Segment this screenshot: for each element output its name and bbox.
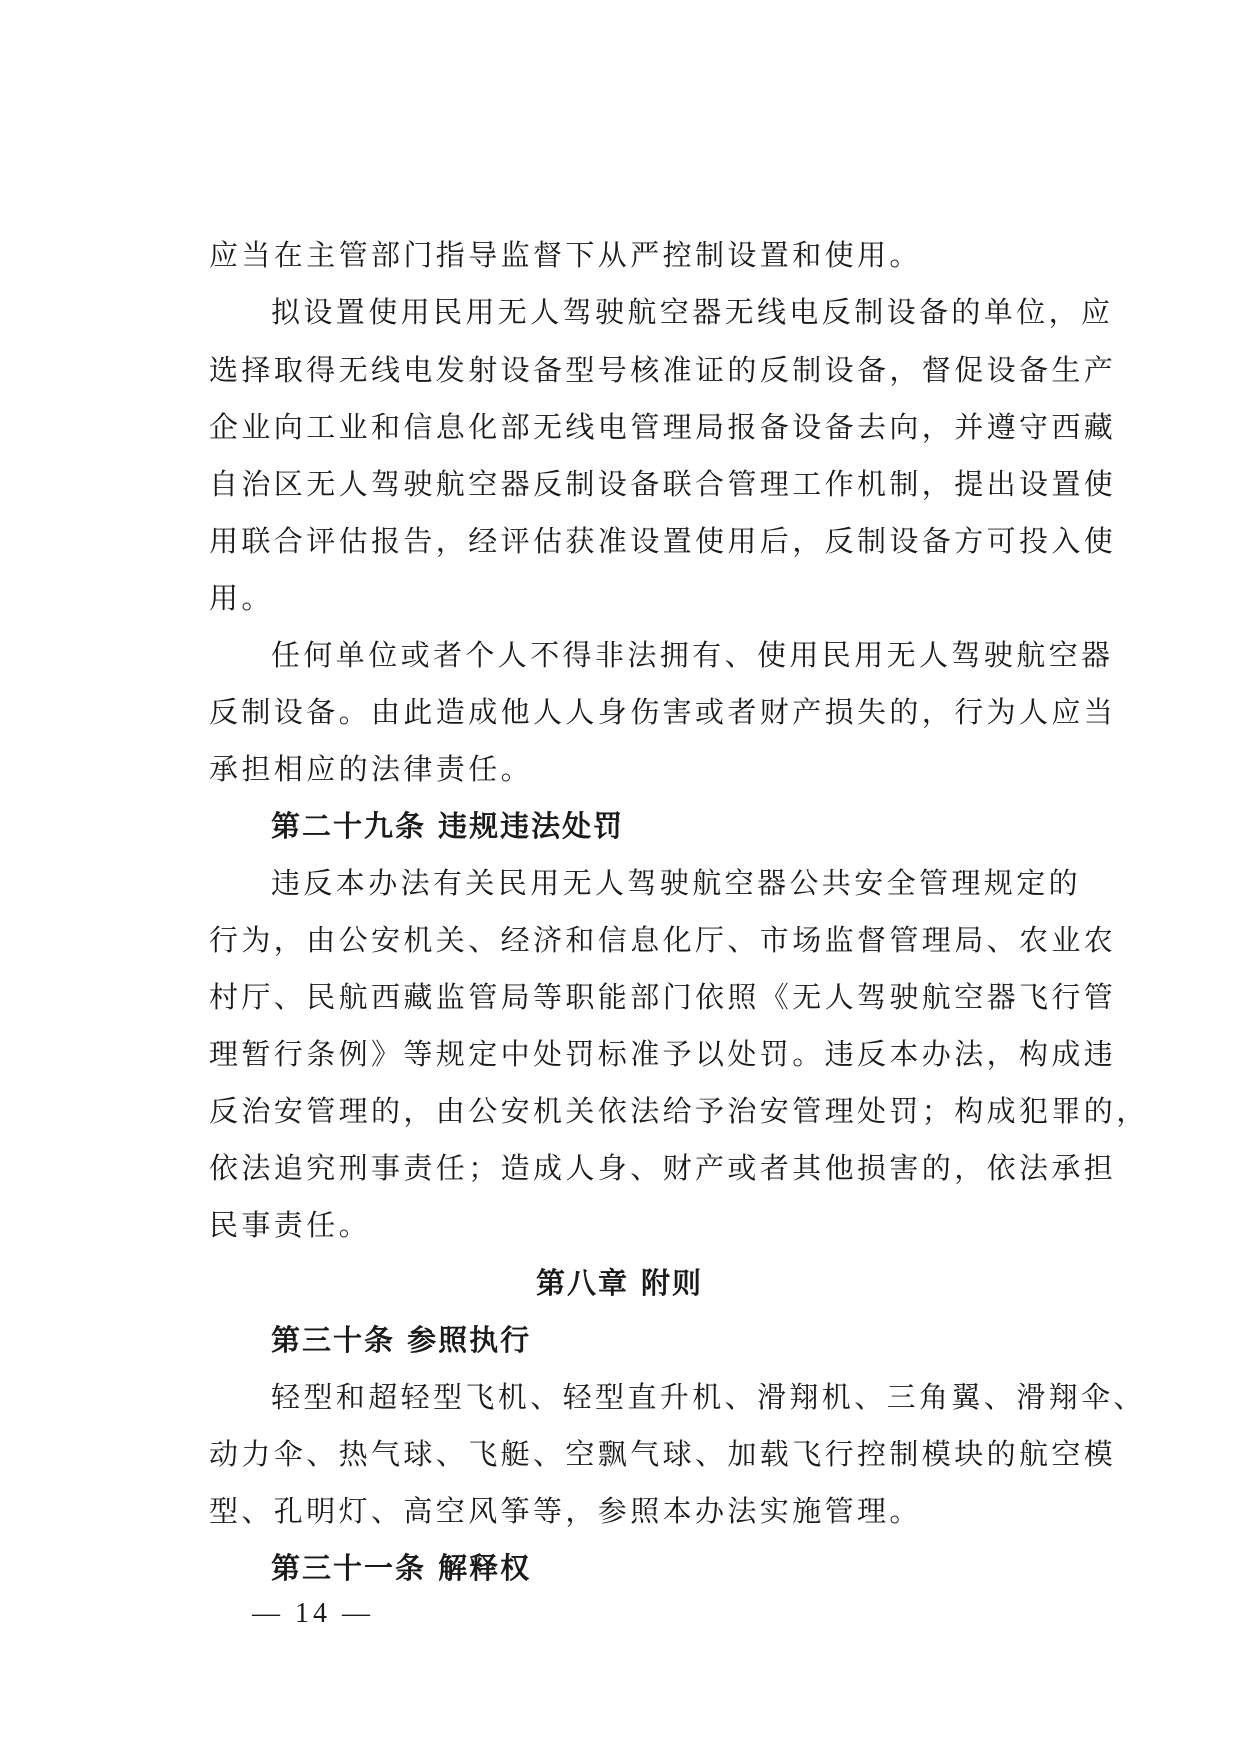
paragraph-line: 轻型和超轻型飞机、轻型直升机、滑翔机、三角翼、滑翔伞、 (271, 1380, 1146, 1414)
paragraph-line: 反治安管理的，由公安机关依法给予治安管理处罚；构成犯罪的， (209, 1094, 1149, 1128)
paragraph-line: 型、孔明灯、高空风筝等，参照本办法实施管理。 (209, 1494, 922, 1528)
paragraph-line: 承担相应的法律责任。 (209, 752, 534, 786)
paragraph-line: 选择取得无线电发射设备型号核准证的反制设备，督促设备生产 (209, 353, 1117, 387)
paragraph-line: 拟设置使用民用无人驾驶航空器无线电反制设备的单位，应 (271, 295, 1114, 329)
paragraph-line: 行为，由公安机关、经济和信息化厅、市场监督管理局、农业农 (209, 923, 1117, 957)
paragraph-line: 反制设备。由此造成他人人身伤害或者财产损失的，行为人应当 (209, 695, 1117, 729)
paragraph-line: 用。 (209, 581, 274, 615)
chapter-heading: 第八章 附则 (535, 1266, 704, 1300)
paragraph-line: 理暂行条例》等规定中处罚标准予以处罚。违反本办法，构成违 (209, 1037, 1117, 1071)
paragraph-line: 民事责任。 (209, 1208, 372, 1242)
paragraph-line: 应当在主管部门指导监督下从严控制设置和使用。 (209, 238, 922, 272)
article-heading: 第三十条 参照执行 (271, 1323, 532, 1357)
paragraph-line: 企业向工业和信息化部无线电管理局报备设备去向，并遵守西藏 (209, 410, 1117, 444)
paragraph-line: 用联合评估报告，经评估获准设置使用后，反制设备方可投入使 (209, 524, 1117, 558)
paragraph-line: 任何单位或者个人不得非法拥有、使用民用无人驾驶航空器 (271, 638, 1114, 672)
article-heading: 第二十九条 违规违法处罚 (271, 809, 625, 843)
paragraph-line: 依法追究刑事责任；造成人身、财产或者其他损害的，依法承担 (209, 1151, 1117, 1185)
article-heading: 第三十一条 解释权 (271, 1551, 532, 1585)
paragraph-line: 动力伞、热气球、飞艇、空飘气球、加载飞行控制模块的航空模 (209, 1437, 1117, 1471)
page-number: — 14 — (252, 1598, 374, 1629)
paragraph-line: 村厅、民航西藏监管局等职能部门依照《无人驾驶航空器飞行管 (209, 980, 1117, 1014)
paragraph-line: 自治区无人驾驶航空器反制设备联合管理工作机制，提出设置使 (209, 467, 1117, 501)
paragraph-line: 违反本办法有关民用无人驾驶航空器公共安全管理规定的 (271, 866, 1082, 900)
